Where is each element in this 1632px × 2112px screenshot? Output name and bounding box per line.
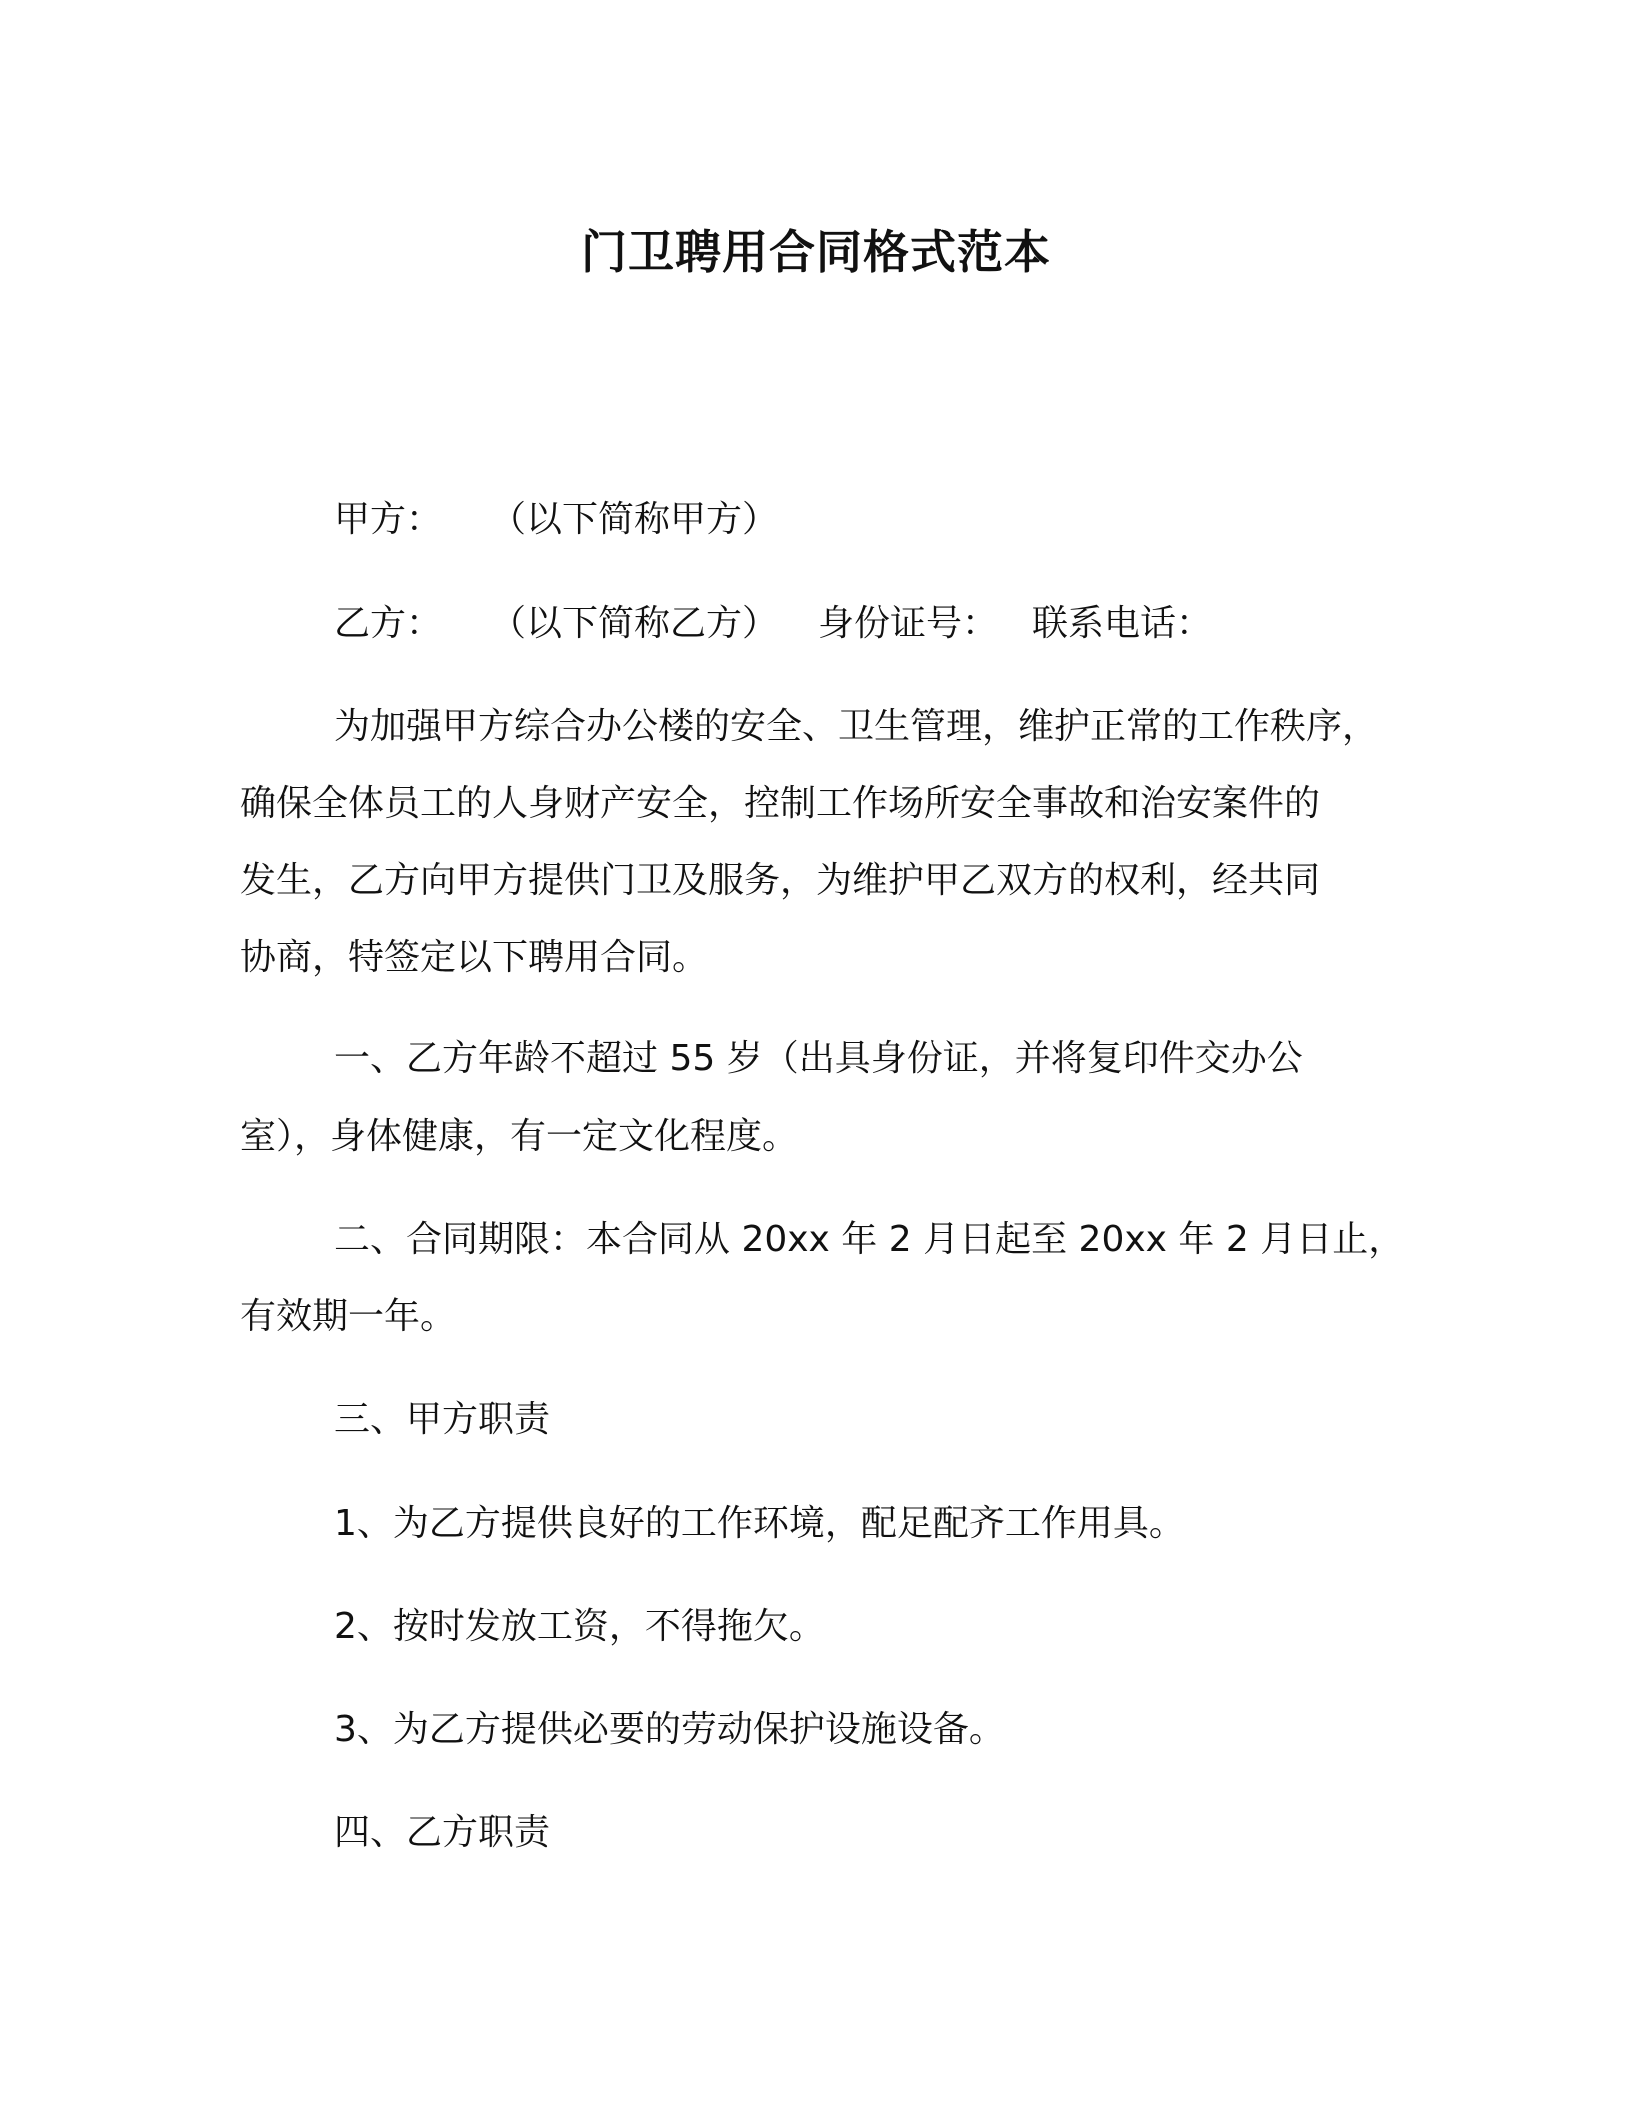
section-4-heading: 四、乙方职责 bbox=[334, 1812, 551, 1853]
party-b-note: （以下简称乙方） bbox=[490, 603, 779, 644]
clause-1-line: 室），身体健康，有一定文化程度。 bbox=[240, 1116, 799, 1157]
party-a-line bbox=[334, 496, 778, 544]
party-b-id-label: 身份证号： bbox=[818, 603, 999, 644]
section-3-item: 3、为乙方提供必要的劳动保护设施设备。 bbox=[334, 1709, 1005, 1750]
party-b-label: 乙方： bbox=[334, 603, 443, 644]
intro-line: 协商，特签定以下聘用合同。 bbox=[240, 937, 709, 978]
party-a-label: 甲方： bbox=[334, 499, 443, 540]
party-b-phone-label: 联系电话： bbox=[1032, 603, 1213, 644]
intro-line: 发生，乙方向甲方提供门卫及服务，为维护甲乙双方的权利，经共同 bbox=[240, 860, 1321, 901]
section-3-item: 1、为乙方提供良好的工作环境，配足配齐工作用具。 bbox=[334, 1503, 1185, 1544]
clause-2-line: 有效期一年。 bbox=[240, 1296, 457, 1337]
document-title: 门卫聘用合同格式范本 bbox=[581, 225, 1051, 279]
clause-1-line: 一、乙方年龄不超过 55 岁（出具身份证，并将复印件交办公 bbox=[334, 1038, 1303, 1079]
clause-2-line: 二、合同期限：本合同从 20xx 年 2 月日起至 20xx 年 2 月日止， bbox=[334, 1219, 1405, 1260]
intro-line: 为加强甲方综合办公楼的安全、卫生管理，维护正常的工作秩序， bbox=[334, 706, 1379, 747]
intro-line: 确保全体员工的人身财产安全，控制工作场所安全事故和治安案件的 bbox=[240, 783, 1321, 824]
section-3-heading: 三、甲方职责 bbox=[334, 1399, 551, 1440]
party-b-line bbox=[334, 600, 1212, 648]
section-3-item: 2、按时发放工资，不得拖欠。 bbox=[334, 1606, 825, 1647]
party-a-note: （以下简称甲方） bbox=[490, 499, 779, 540]
